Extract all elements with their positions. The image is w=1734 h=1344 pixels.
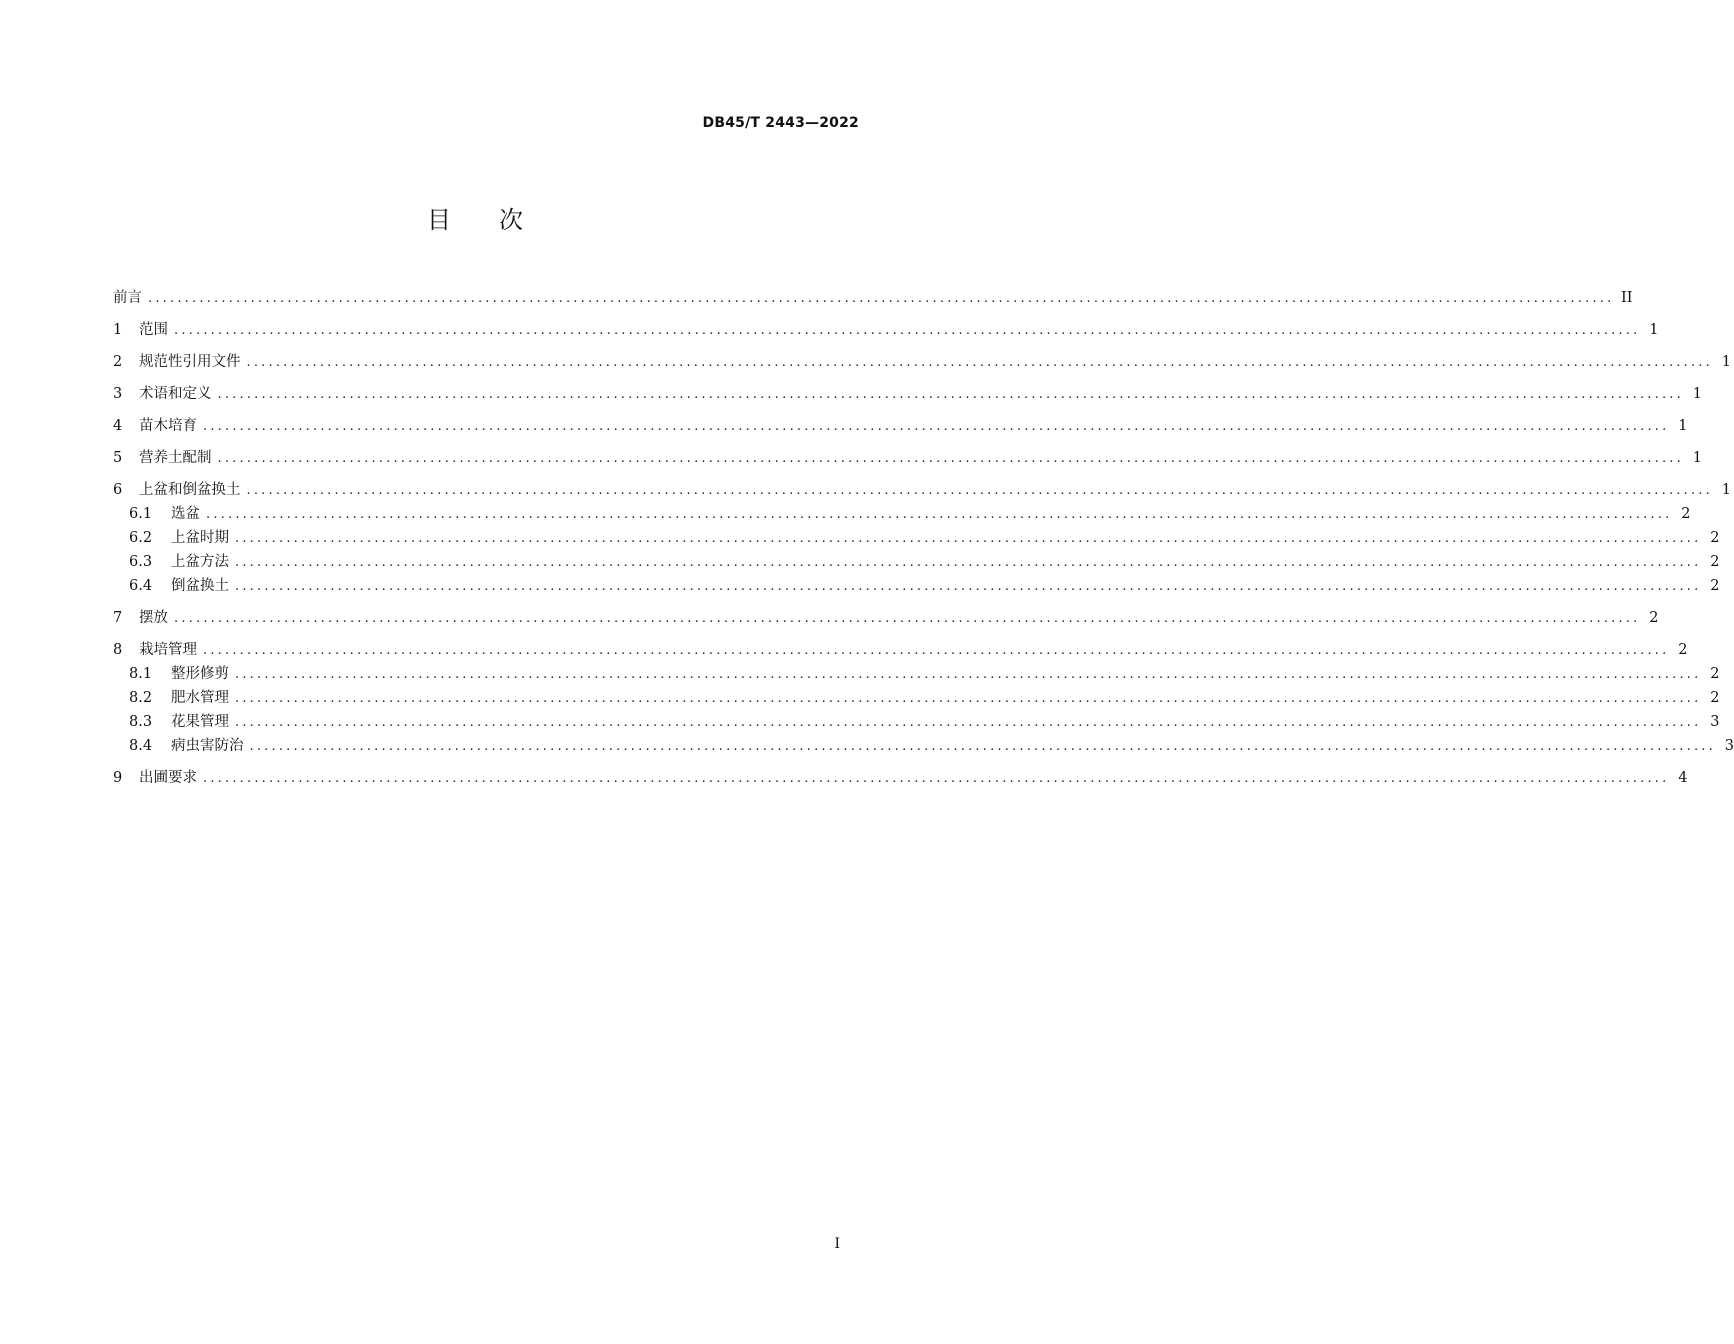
toc-entry-page: 2: [1710, 554, 1720, 570]
toc-dot-leader: ........................................................................................................................................................................................................: [203, 419, 1670, 434]
toc-entry-label: 上盆时期: [171, 530, 229, 546]
toc-entry-label: 花果管理: [171, 714, 229, 730]
toc-dot-leader: ........................................................................................................................................................................................................: [174, 323, 1641, 338]
toc-entry[interactable]: [113, 638, 1688, 662]
toc-entry-number: 8.4: [129, 738, 153, 754]
toc-entry-page: 1: [1678, 418, 1688, 434]
toc-entry-page: 2: [1710, 690, 1720, 706]
toc-entry-number: 4: [113, 418, 123, 434]
document-code: DB45/T 2443—2022: [702, 115, 859, 131]
toc-entry-label: 范围: [139, 322, 168, 338]
toc-entry[interactable]: [113, 710, 1720, 734]
toc-entry-page: 2: [1678, 642, 1688, 658]
toc-entry-page: 2: [1710, 666, 1720, 682]
toc-entry[interactable]: [113, 574, 1720, 598]
toc-entry-number: 8: [113, 642, 123, 658]
toc-dot-leader: ........................................................................................................................................................................................................: [206, 507, 1673, 522]
toc-entry-page: 1: [1692, 450, 1702, 466]
toc-entry-page: 3: [1710, 714, 1720, 730]
toc-entry-label: 整形修剪: [171, 666, 229, 682]
toc-entry-number: 7: [113, 610, 123, 626]
toc-entry-page: 2: [1710, 578, 1720, 594]
toc-dot-leader: ........................................................................................................................................................................................................: [217, 387, 1684, 402]
toc-entry-page: 2: [1710, 530, 1720, 546]
toc-entry-label: 营养土配制: [139, 450, 212, 466]
toc-dot-leader: ........................................................................................................................................................................................................: [235, 531, 1702, 546]
toc-dot-leader: ........................................................................................................................................................................................................: [235, 667, 1702, 682]
toc-entry[interactable]: [113, 286, 1633, 310]
toc-entry-page: II: [1621, 290, 1633, 306]
toc-entry-label: 上盆方法: [171, 554, 229, 570]
toc-entry-label: 术语和定义: [139, 386, 212, 402]
toc-entry-number: 1: [113, 322, 123, 338]
toc-entry[interactable]: [113, 318, 1659, 342]
toc-entry-number: 6.3: [129, 554, 153, 570]
toc-entry-label: 上盆和倒盆换土: [139, 482, 241, 498]
table-of-contents: [113, 286, 1734, 790]
toc-entry-number: 6.4: [129, 578, 153, 594]
toc-dot-leader: ........................................................................................................................................................................................................: [246, 483, 1713, 498]
toc-entry-label: 苗木培育: [139, 418, 197, 434]
toc-entry-number: 3: [113, 386, 123, 402]
toc-entry-number: 5: [113, 450, 123, 466]
toc-dot-leader: ........................................................................................................................................................................................................: [217, 451, 1684, 466]
toc-entry[interactable]: [113, 662, 1720, 686]
toc-entry-number: 8.2: [129, 690, 153, 706]
toc-entry-label: 肥水管理: [171, 690, 229, 706]
toc-entry-page: 2: [1649, 610, 1659, 626]
toc-entry-number: 6.1: [129, 506, 153, 522]
toc-dot-leader: ........................................................................................................................................................................................................: [174, 611, 1641, 626]
toc-dot-leader: ........................................................................................................................................................................................................: [235, 555, 1702, 570]
toc-entry[interactable]: [113, 478, 1731, 502]
toc-entry-label: 病虫害防治: [171, 738, 244, 754]
toc-entry-page: 1: [1649, 322, 1659, 338]
toc-entry-page: 1: [1692, 386, 1702, 402]
toc-entry-page: 1: [1721, 482, 1731, 498]
toc-dot-leader: ........................................................................................................................................................................................................: [246, 355, 1713, 370]
toc-dot-leader: ........................................................................................................................................................................................................: [203, 643, 1670, 658]
toc-dot-leader: ........................................................................................................................................................................................................: [148, 291, 1615, 306]
toc-entry-label: 出圃要求: [139, 770, 197, 786]
toc-entry-number: 2: [113, 354, 123, 370]
toc-entry[interactable]: [113, 766, 1688, 790]
toc-dot-leader: ........................................................................................................................................................................................................: [249, 739, 1716, 754]
toc-entry-number: 8.1: [129, 666, 153, 682]
toc-entry-number: 9: [113, 770, 123, 786]
toc-entry-label: 选盆: [171, 506, 200, 522]
toc-entry-page: 1: [1721, 354, 1731, 370]
page-number: I: [834, 1236, 840, 1252]
toc-entry-number: 6.2: [129, 530, 153, 546]
toc-entry[interactable]: [113, 734, 1734, 758]
toc-dot-leader: ........................................................................................................................................................................................................: [235, 715, 1702, 730]
toc-entry-page: 2: [1681, 506, 1691, 522]
toc-entry-page: 4: [1678, 770, 1688, 786]
page-title: 目次: [427, 206, 571, 234]
toc-entry-label: 前言: [113, 290, 142, 306]
toc-entry-label: 栽培管理: [139, 642, 197, 658]
toc-entry[interactable]: [113, 686, 1720, 710]
toc-entry-label: 摆放: [139, 610, 168, 626]
toc-entry-page: 3: [1724, 738, 1734, 754]
toc-entry-label: 倒盆换土: [171, 578, 229, 594]
toc-entry[interactable]: [113, 502, 1691, 526]
toc-entry[interactable]: [113, 446, 1702, 470]
toc-entry-number: 8.3: [129, 714, 153, 730]
toc-entry[interactable]: [113, 550, 1720, 574]
toc-entry[interactable]: [113, 526, 1720, 550]
toc-entry[interactable]: [113, 414, 1688, 438]
toc-entry[interactable]: [113, 606, 1659, 630]
toc-dot-leader: ........................................................................................................................................................................................................: [235, 691, 1702, 706]
toc-entry-number: 6: [113, 482, 123, 498]
toc-entry[interactable]: [113, 382, 1702, 406]
toc-entry[interactable]: [113, 350, 1731, 374]
toc-dot-leader: ........................................................................................................................................................................................................: [235, 579, 1702, 594]
toc-dot-leader: ........................................................................................................................................................................................................: [203, 771, 1670, 786]
toc-entry-label: 规范性引用文件: [139, 354, 241, 370]
